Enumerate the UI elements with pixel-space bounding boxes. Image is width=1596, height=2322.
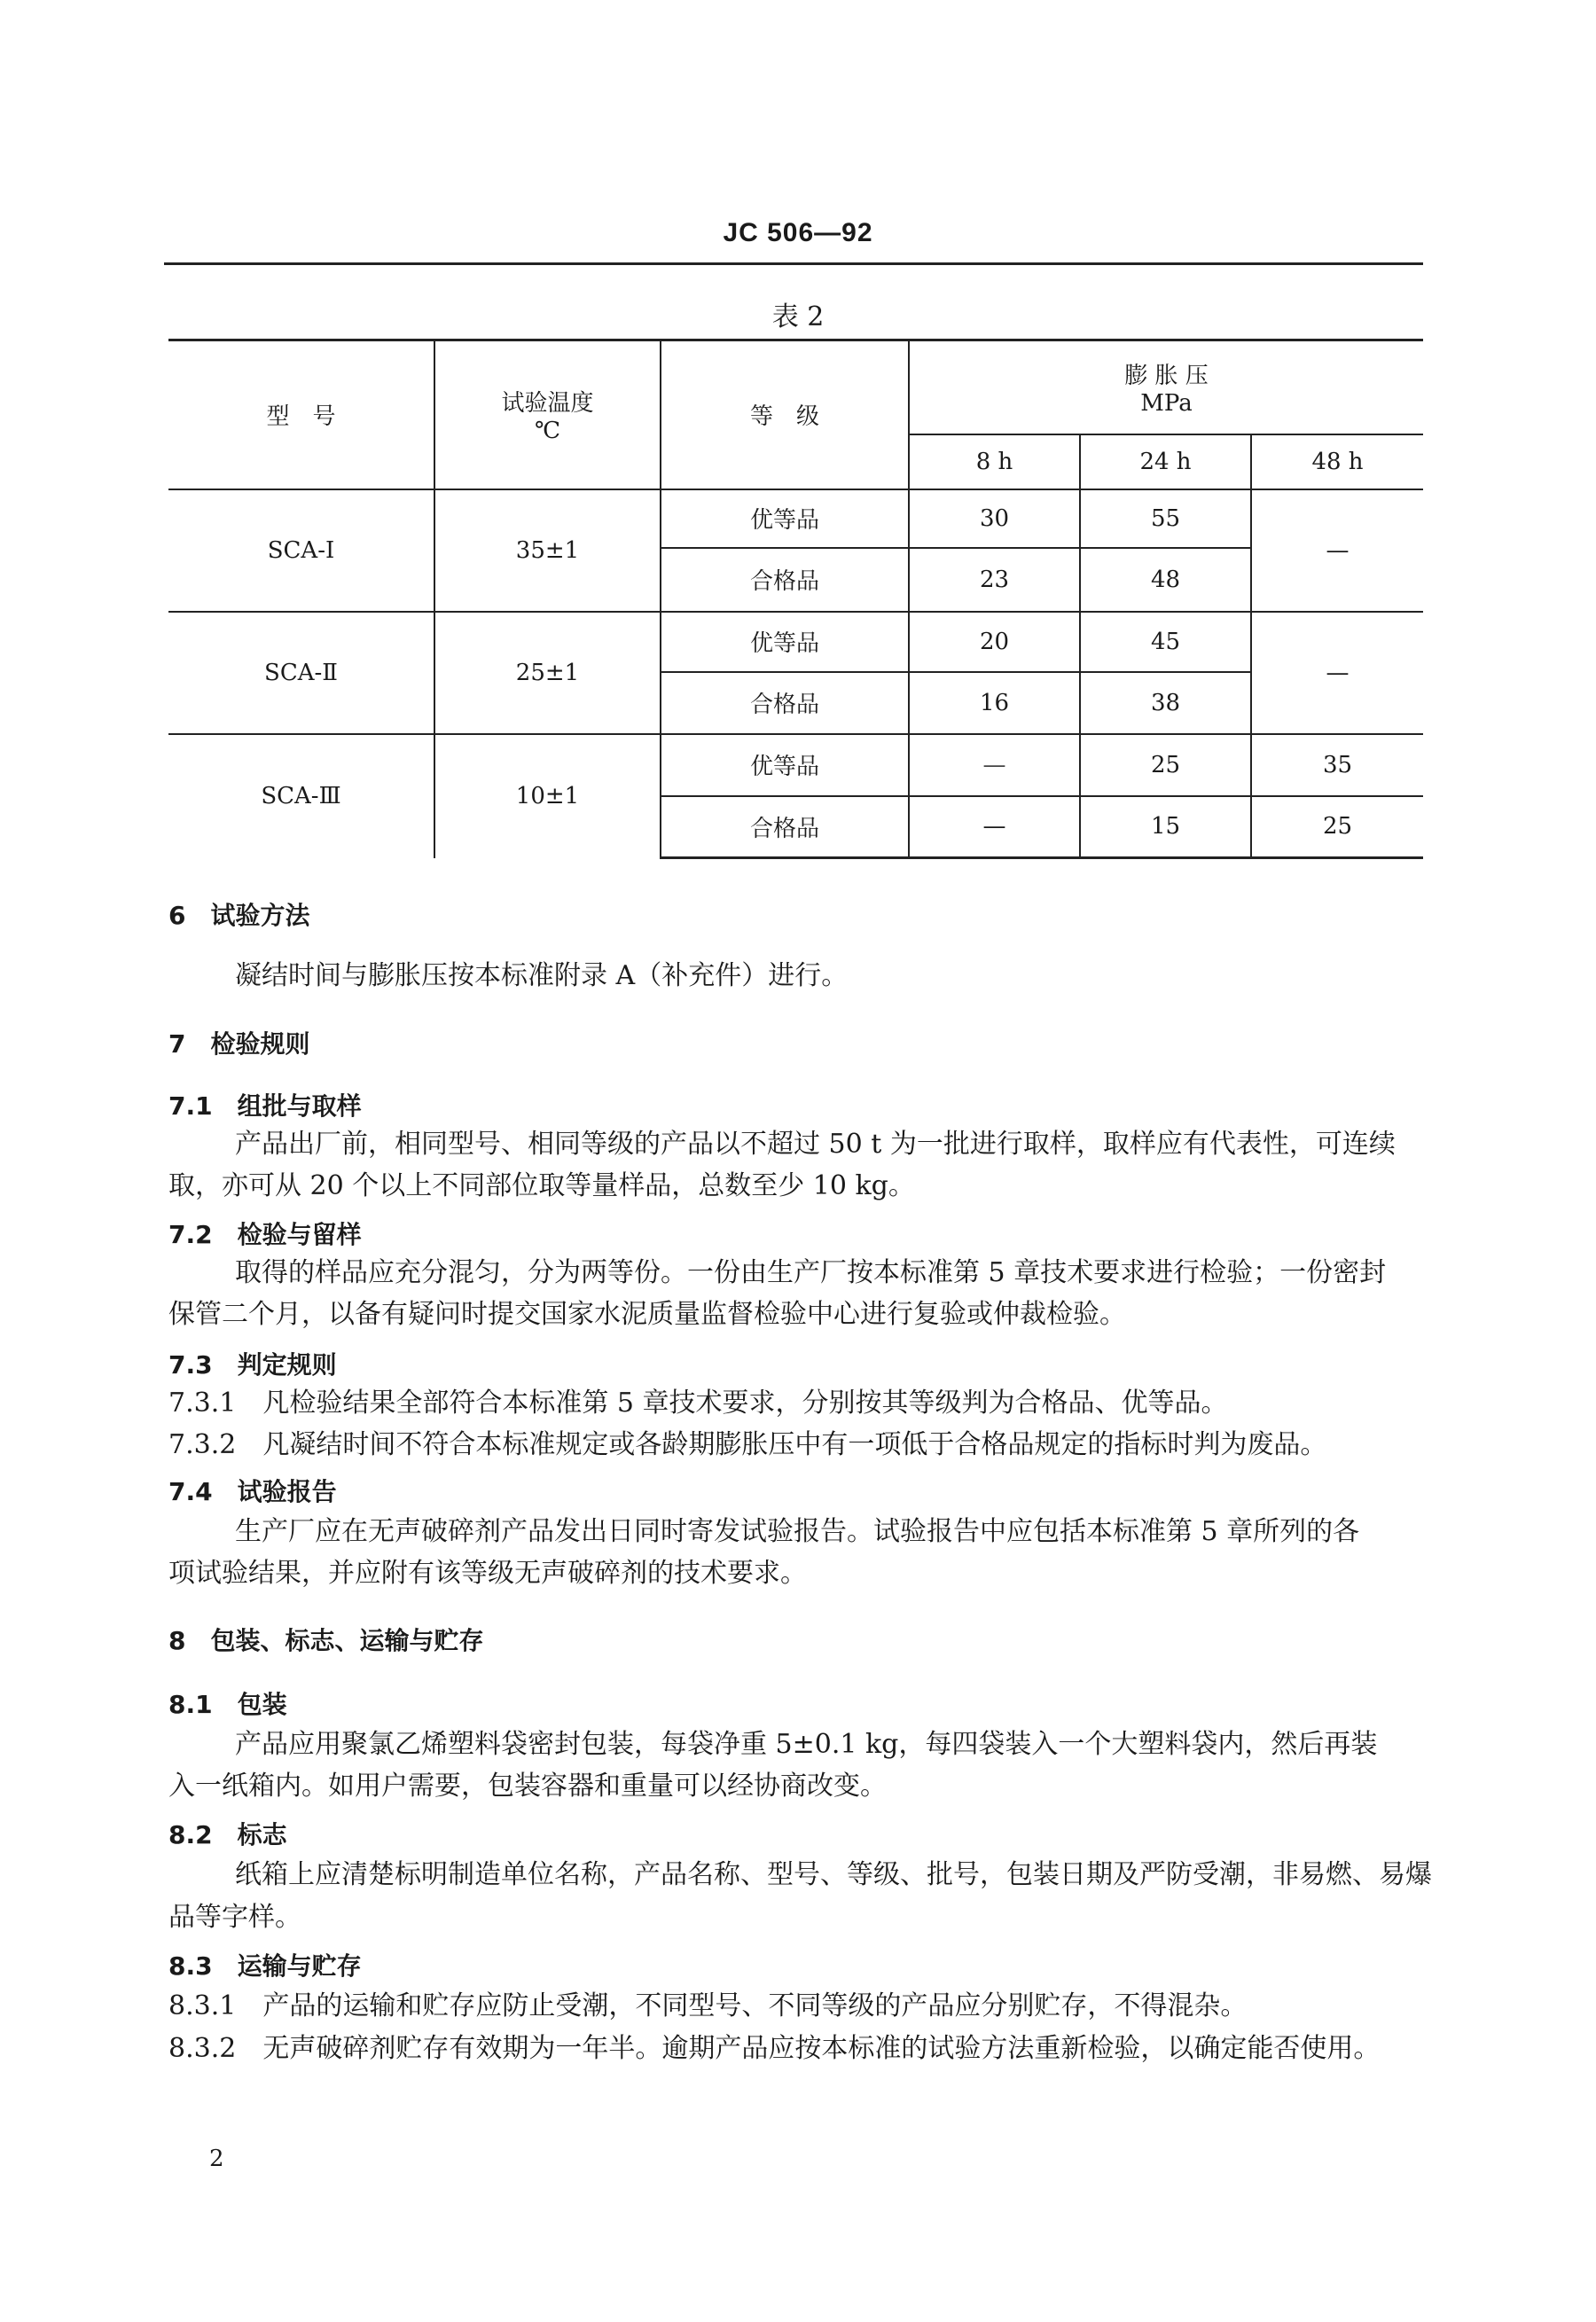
header-24h: 24 h [1080, 434, 1251, 489]
value-cell: 25 [1251, 796, 1423, 858]
paragraph: 取，亦可从 20 个以上不同部位取等量样品，总数至少 10 kg。 [168, 1170, 915, 1201]
value-cell: 20 [909, 612, 1080, 672]
temp-cell: 10±1 [434, 734, 661, 858]
section-7-heading: 7 检验规则 [168, 1029, 310, 1059]
value-cell: 48 [1080, 548, 1251, 612]
paragraph: 品等字样。 [168, 1902, 301, 1933]
section-8-3-heading: 8.3 运输与贮存 [168, 1951, 362, 1981]
header-48h: 48 h [1251, 434, 1423, 489]
paragraph: 产品出厂前，相同型号、相同等级的产品以不超过 50 t 为一批进行取样，取样应有代表性，可连续 [235, 1129, 1396, 1160]
paragraph: 取得的样品应充分混匀，分为两等份。一份由生产厂按本标准第 5 章技术要求进行检验；一份密封 [235, 1257, 1387, 1288]
grade-cell: 合格品 [661, 548, 909, 612]
section-7-1-heading: 7.1 组批与取样 [168, 1091, 362, 1121]
value-cell: 23 [909, 548, 1080, 612]
section-8-heading: 8 包装、标志、运输与贮存 [168, 1626, 484, 1655]
table-row [168, 612, 1423, 672]
table-row [168, 489, 1423, 548]
grade-cell: 优等品 [661, 612, 909, 672]
value-cell: 15 [1080, 796, 1251, 858]
grade-cell: 优等品 [661, 489, 909, 548]
clause-7-3-2: 7.3.2 凡凝结时间不符合本标准规定或各龄期膨胀压中有一项低于合格品规定的指标时判为废品。 [168, 1429, 1327, 1460]
value-cell: 16 [909, 672, 1080, 734]
value-cell: — [1251, 612, 1423, 734]
value-cell: 45 [1080, 612, 1251, 672]
standard-code: JC 506—92 [723, 218, 873, 247]
paragraph: 纸箱上应清楚标明制造单位名称，产品名称、型号、等级、批号，包装日期及严防受潮，非易燃、易爆 [235, 1859, 1432, 1890]
section-7-3-heading: 7.3 判定规则 [168, 1350, 337, 1380]
model-cell: SCA-Ⅰ [168, 489, 434, 612]
header-grade: 等 级 [661, 340, 909, 489]
temp-cell: 35±1 [434, 489, 661, 612]
grade-cell: 优等品 [661, 734, 909, 796]
expansion-pressure-table [168, 339, 1423, 859]
value-cell: 35 [1251, 734, 1423, 796]
value-cell: 30 [909, 489, 1080, 548]
paragraph: 保管二个月，以备有疑问时提交国家水泥质量监督检验中心进行复验或仲裁检验。 [168, 1299, 1126, 1330]
section-7-2-heading: 7.2 检验与留样 [168, 1220, 362, 1249]
table-row [168, 734, 1423, 796]
model-cell: SCA-Ⅲ [168, 734, 434, 858]
paragraph: 产品应用聚氯乙烯塑料袋密封包装，每袋净重 5±0.1 kg，每四袋装入一个大塑料袋内，然后再装 [235, 1729, 1378, 1760]
grade-cell: 合格品 [661, 796, 909, 858]
header-test-temp: 试验温度 ℃ [434, 340, 661, 489]
value-cell: 55 [1080, 489, 1251, 548]
value-cell: 25 [1080, 734, 1251, 796]
paragraph: 生产厂应在无声破碎剂产品发出日同时寄发试验报告。试验报告中应包括本标准第 5 章所列的各 [235, 1516, 1360, 1547]
clause-8-3-1: 8.3.1 产品的运输和贮存应防止受潮，不同型号、不同等级的产品应分别贮存，不得混杂。 [168, 1990, 1248, 2021]
paragraph: 凝结时间与膨胀压按本标准附录 A（补充件）进行。 [235, 960, 849, 991]
paragraph: 入一纸箱内。如用户需要，包装容器和重量可以经协商改变。 [168, 1771, 887, 1802]
section-6-heading: 6 试验方法 [168, 901, 310, 930]
model-cell: SCA-Ⅱ [168, 612, 434, 734]
value-cell: 38 [1080, 672, 1251, 734]
temp-cell: 25±1 [434, 612, 661, 734]
paragraph: 项试验结果，并应附有该等级无声破碎剂的技术要求。 [168, 1558, 807, 1589]
grade-cell: 合格品 [661, 672, 909, 734]
value-cell: — [909, 796, 1080, 858]
header-expansion-pressure: 膨 胀 压 MPa [909, 340, 1423, 434]
section-7-4-heading: 7.4 试验报告 [168, 1477, 337, 1506]
header-rule [164, 262, 1423, 265]
section-8-2-heading: 8.2 标志 [168, 1820, 287, 1849]
page-number: 2 [209, 2146, 224, 2172]
table-title: 表 2 [771, 301, 825, 332]
value-cell: — [909, 734, 1080, 796]
section-8-1-heading: 8.1 包装 [168, 1690, 287, 1719]
value-cell: — [1251, 489, 1423, 612]
header-8h: 8 h [909, 434, 1080, 489]
clause-8-3-2: 8.3.2 无声破碎剂贮存有效期为一年半。逾期产品应按本标准的试验方法重新检验，以确定能否使用。 [168, 2033, 1381, 2064]
clause-7-3-1: 7.3.1 凡检验结果全部符合本标准第 5 章技术要求，分别按其等级判为合格品、优等品。 [168, 1388, 1228, 1419]
header-model: 型 号 [168, 340, 434, 489]
